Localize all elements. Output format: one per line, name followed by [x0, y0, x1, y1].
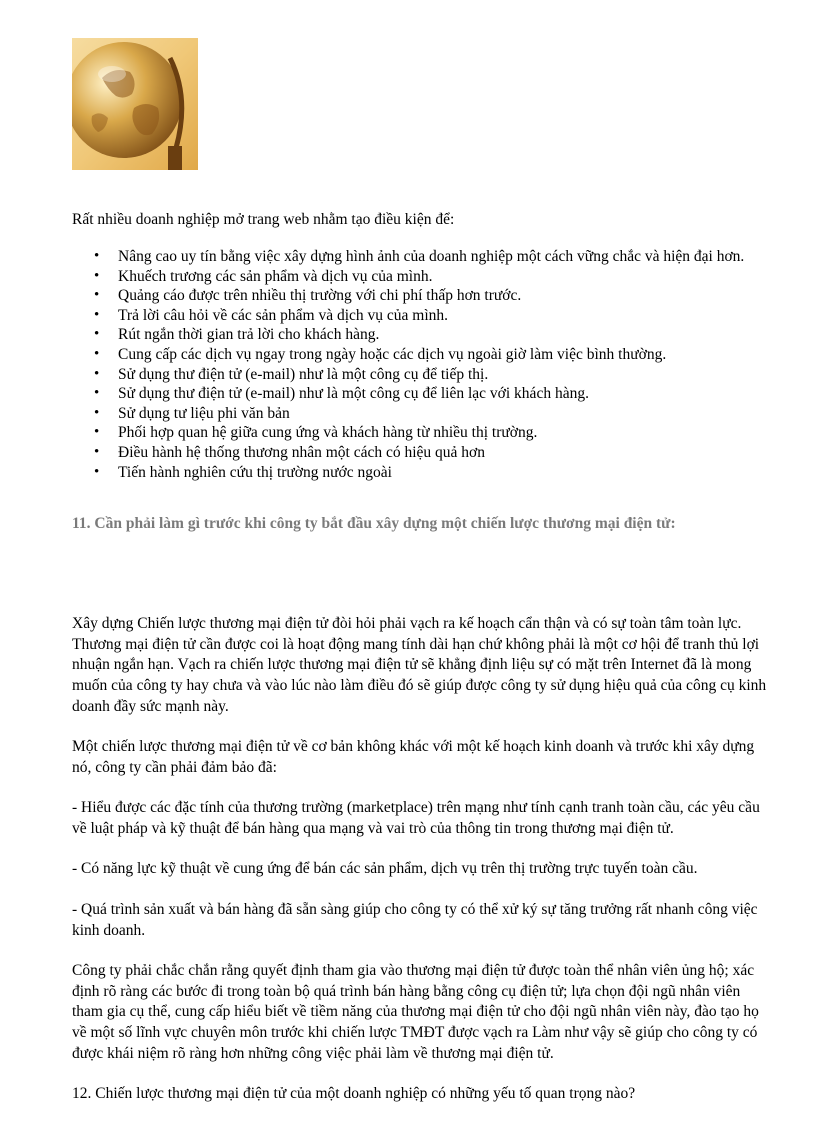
paragraph-staff: Công ty phải chắc chắn rằng quyết định tham gia vào thương mại điện tử được toàn thể nhân viên ủng hộ; xác định rõ ràng các bước đi trong toàn bộ quá trình bán hàng bằng công cụ điện tử; lựa chọn đội ngũ nhân viên tham gia cụ thể, cung cấp hiểu biết về tiềm năng của thương mại điện tử cho đội ngũ nhân viên này, đào tạo họ về một số lĩnh vực chuyên môn trước khi chiến lược TMĐT được vạch ra Làm như vậy sẽ giúp cho công ty có được khái niệm rõ ràng hơn những công việc phải làm về thương mại điện tử.: [72, 962, 759, 1062]
paragraph-production: - Quá trình sản xuất và bán hàng đã sẵn sàng giúp cho công ty có thể xử ký sự tăng trưởng rất nhanh công việc kinh doanh.: [72, 901, 758, 939]
list-item: • Nâng cao uy tín bằng việc xây dựng hình ảnh của doanh nghiệp một cách vững chắc và hiện đại hơn.: [118, 247, 772, 267]
list-item: • Cung cấp các dịch vụ ngay trong ngày hoặc các dịch vụ ngoài giờ làm việc bình thường.: [118, 345, 772, 365]
section-11-heading: 11. Cần phải làm gì trước khi công ty bắt đầu xây dựng một chiến lược thương mại điện tử:: [72, 515, 676, 533]
list-item: • Trả lời câu hỏi về các sản phẩm và dịch vụ của mình.: [118, 306, 772, 326]
paragraph-marketplace: - Hiểu được các đặc tính của thương trường (marketplace) trên mạng như tính cạnh tranh toàn cầu, các yêu cầu về luật pháp và kỹ thuật để bán hàng qua mạng và vai trò của thông tin trong thương mại điện tử.: [72, 799, 760, 837]
globe-image: [72, 38, 198, 170]
intro-text: Rất nhiều doanh nghiệp mở trang web nhằm tạo điều kiện để:: [72, 211, 455, 228]
list-item: • Khuếch trương các sản phẩm và dịch vụ của mình.: [118, 267, 772, 287]
benefits-list: [72, 247, 772, 482]
list-item: • Sử dụng thư điện tử (e-mail) như là một công cụ để liên lạc với khách hàng.: [118, 384, 772, 404]
paragraph-strategy: Xây dựng Chiến lược thương mại điện tử đòi hỏi phải vạch ra kế hoạch cẩn thận và có sự toàn tâm toàn lực. Thương mại điện tử cần được coi là hoạt động mang tính dài hạn chứ không phải là một cơ hội để tranh thủ lợi nhuận ngắn hạn. Vạch ra chiến lược thương mại điện tử sẽ khẳng định liệu sự có mặt trên Internet đã là mong muốn của công ty hay chưa và vào lúc nào làm điều đó sẽ giúp được công ty sử dụng hiệu quả của công cụ kinh doanh đầy sức mạnh này.: [72, 615, 767, 715]
list-item: • Sử dụng thư điện tử (e-mail) như là một công cụ để tiếp thị.: [118, 365, 772, 385]
paragraph-requirements: Một chiến lược thương mại điện tử về cơ bản không khác với một kế hoạch kinh doanh và trước khi xây dựng nó, công ty cần phải đảm bảo đã:: [72, 738, 755, 776]
list-item: • Quảng cáo được trên nhiều thị trường với chi phí thấp hơn trước.: [118, 286, 772, 306]
document-page: [72, 38, 772, 1105]
list-item: • Rút ngắn thời gian trả lời cho khách hàng.: [118, 325, 772, 345]
list-item: • Sử dụng tư liệu phi văn bản: [118, 404, 772, 424]
list-item: • Điều hành hệ thống thương nhân một cách có hiệu quả hơn: [118, 443, 772, 463]
paragraph-technical: - Có năng lực kỹ thuật về cung ứng để bán các sản phẩm, dịch vụ trên thị trường trực tuyến toàn cầu.: [72, 860, 698, 878]
list-item: • Phối hợp quan hệ giữa cung ứng và khách hàng từ nhiều thị trường.: [118, 423, 772, 443]
list-item: • Tiến hành nghiên cứu thị trường nước ngoài: [118, 463, 772, 483]
section-12-heading: 12. Chiến lược thương mại điện tử của một doanh nghiệp có những yếu tố quan trọng nào?: [72, 1085, 636, 1103]
